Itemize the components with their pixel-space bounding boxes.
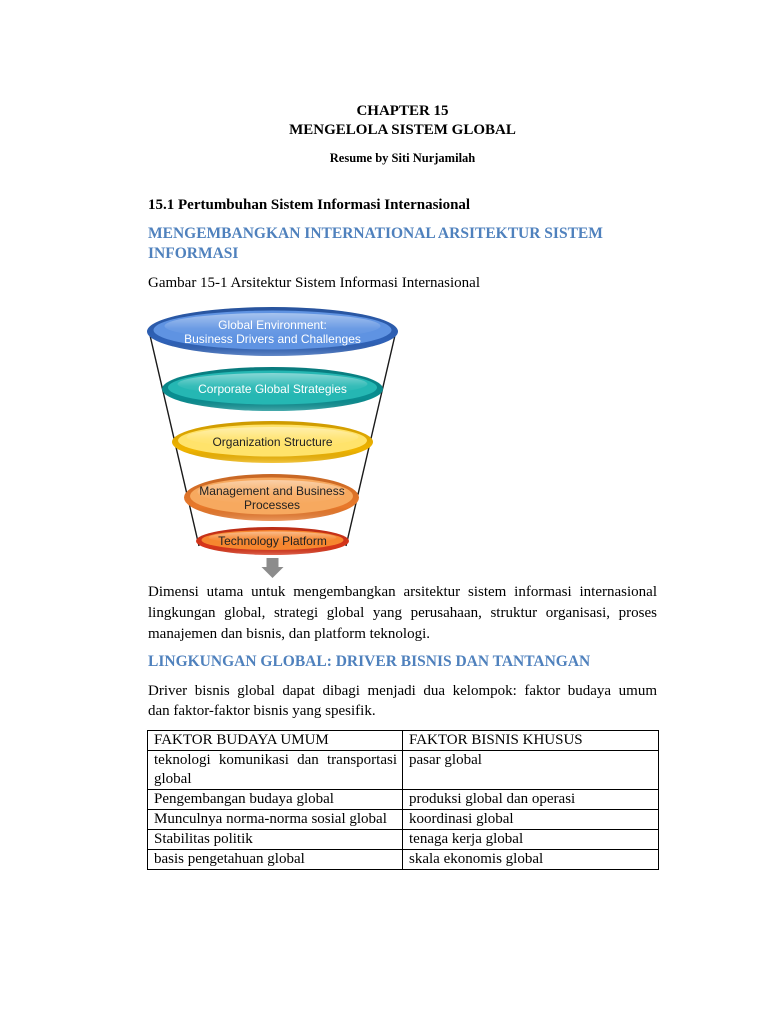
layer-label: Corporate Global Strategies (198, 382, 347, 396)
table-cell: pasar global (403, 751, 659, 790)
funnel-layer-management-processes (184, 474, 359, 521)
table-cell: basis pengetahuan global (148, 850, 403, 870)
paragraph-line: lingkungan global, strategi global yang perusahaan, struktur organisasi, proses (148, 605, 657, 621)
funnel-layer-corporate-strategies (162, 367, 383, 411)
layer-label: Processes (243, 498, 301, 512)
table-cell: Pengembangan budaya global (148, 790, 403, 810)
paragraph-line: dan faktor-faktor bisnis yang spesifik. (148, 703, 376, 719)
table-row (148, 830, 659, 850)
table-header-row (148, 731, 659, 751)
table-cell: koordinasi global (403, 810, 659, 830)
factors-table (147, 730, 659, 870)
funnel-layer-global-environment (147, 307, 398, 356)
table-cell: produksi global dan operasi (403, 790, 659, 810)
funnel-diagram (140, 300, 405, 585)
table-cell: Munculnya norma-norma sosial global (148, 810, 403, 830)
table-cell: Stabilitas politik (148, 830, 403, 850)
architecture-paragraph (148, 582, 657, 645)
layer-label: Technology Platform (218, 534, 327, 548)
table-row (148, 751, 659, 790)
table-row (148, 790, 659, 810)
paragraph-line: Driver bisnis global dapat dibagi menjadi dua kelompok: faktor budaya umum (148, 683, 657, 699)
heading-global-environment: LINGKUNGAN GLOBAL: DRIVER BISNIS DAN TANTANGAN (148, 653, 591, 670)
down-arrow-icon (262, 558, 284, 578)
table-header-cell: FAKTOR BUDAYA UMUM (148, 731, 403, 751)
chapter-title: MENGELOLA SISTEM GLOBAL (289, 122, 516, 138)
funnel-layer-organization-structure (172, 421, 373, 463)
table-cell: teknologi komunikasi dan transportasi global (148, 751, 403, 790)
table-row (148, 810, 659, 830)
heading-architecture: MENGEMBANGKAN INTERNATIONAL ARSITEKTUR SISTEM INFORMASI (148, 225, 603, 262)
layer-label: Management and Business (199, 484, 345, 498)
layer-label: Global Environment: (218, 318, 327, 332)
drivers-paragraph (148, 681, 657, 721)
paragraph-line: manajemen dan bisnis, dan platform teknologi. (148, 626, 431, 642)
figure-caption: Gambar 15-1 Arsitektur Sistem Informasi Internasional (148, 275, 481, 291)
section-title: 15.1 Pertumbuhan Sistem Informasi Internasional (148, 197, 471, 213)
funnel-layer-technology-platform (196, 527, 349, 555)
layer-label: Organization Structure (212, 435, 333, 449)
table-row (148, 850, 659, 870)
table-header-cell: FAKTOR BISNIS KHUSUS (403, 731, 659, 751)
table-cell: tenaga kerja global (403, 830, 659, 850)
author-line: Resume by Siti Nurjamilah (329, 151, 476, 165)
table-cell: skala ekonomis global (403, 850, 659, 870)
paragraph-line: Dimensi utama untuk mengembangkan arsitektur sistem informasi internasional (148, 584, 657, 600)
chapter-number: CHAPTER 15 (356, 103, 449, 119)
layer-label: Business Drivers and Challenges (184, 332, 361, 346)
